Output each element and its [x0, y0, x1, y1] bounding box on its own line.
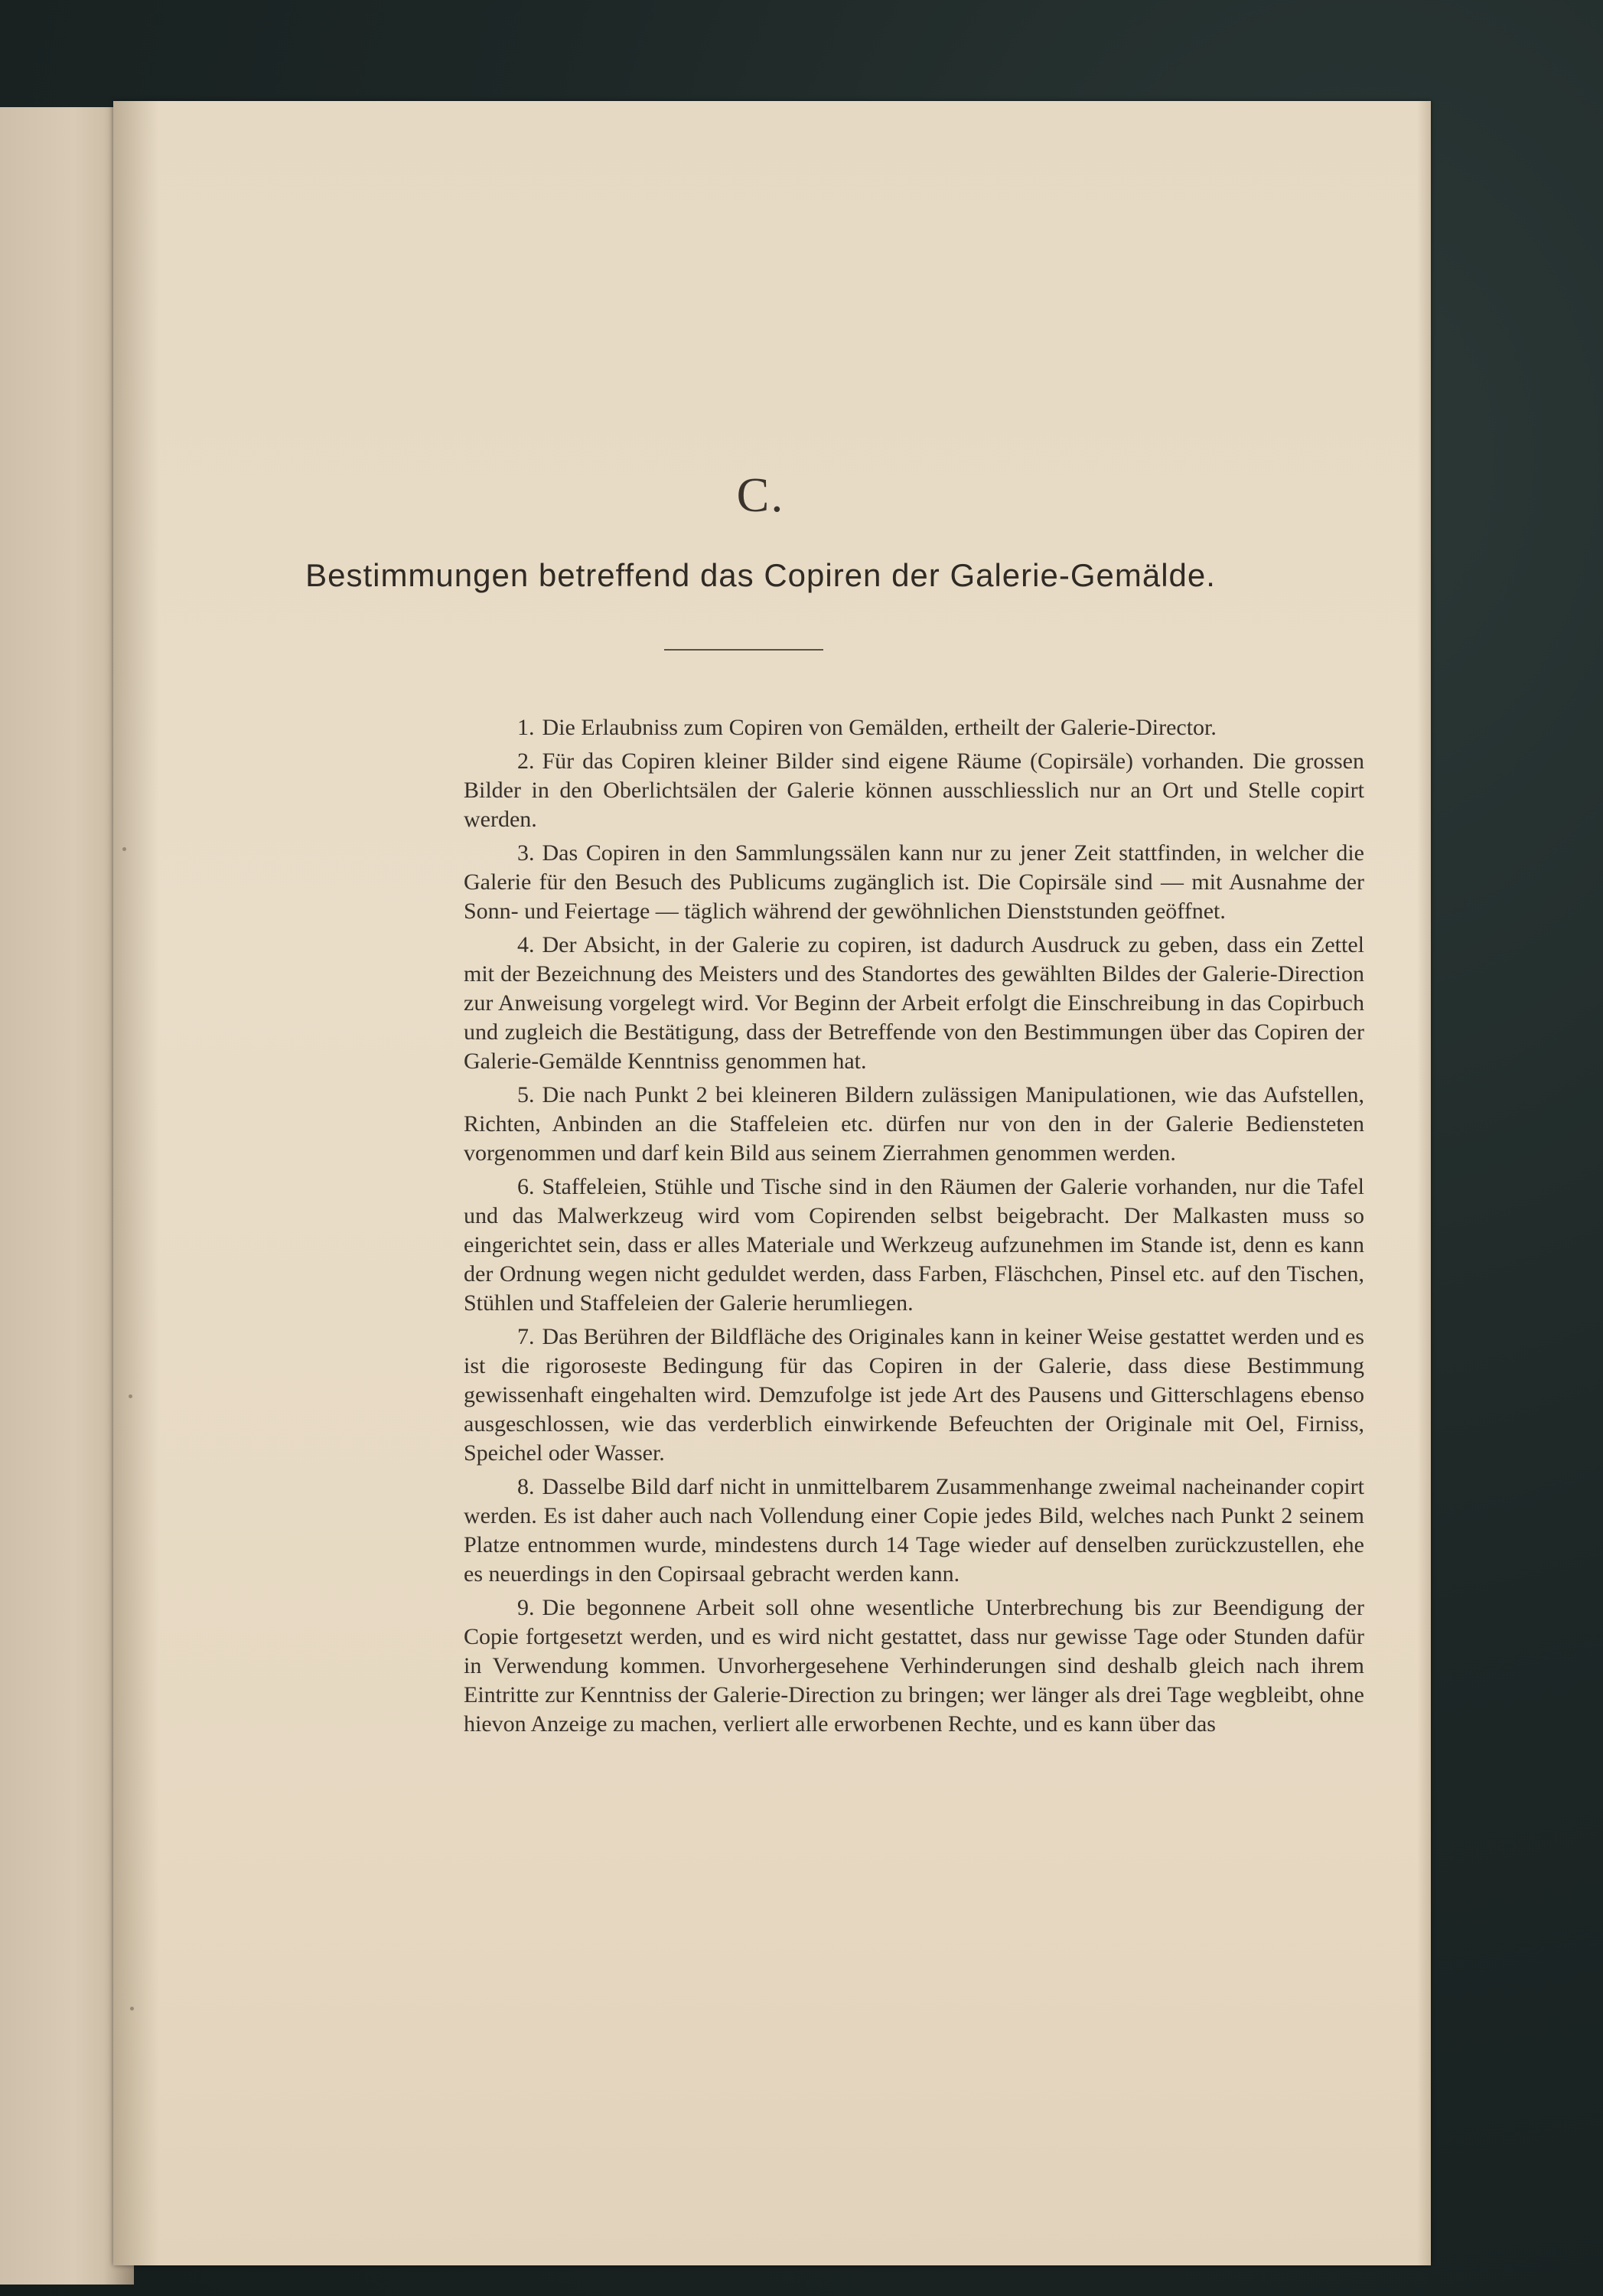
- paragraph-9: [464, 1593, 1364, 1739]
- paragraph-number: 5.: [517, 1082, 535, 1107]
- paragraph-number: 2.: [517, 748, 535, 774]
- title-divider: [664, 649, 823, 651]
- paragraph-text: Dasselbe Bild darf nicht in unmittelbarem Zusammenhange zweimal nacheinander copirt werden. Es ist daher auch nach Vollendung einer Copie jedes Bild, welches nach Punkt 2 seinem Platze entnommen wurde, mindestens durch 14 Tage wieder auf denselben zurückzustellen, ehe es neuerdings in den Copirsaal gebracht werden kann.: [464, 1474, 1364, 1587]
- paragraph-number: 8.: [517, 1474, 535, 1499]
- paper-fleck: [130, 2007, 134, 2011]
- regulations-text: [464, 713, 1364, 1743]
- document-page: [113, 101, 1431, 2265]
- section-letter: C.: [736, 468, 785, 522]
- paragraph-text: Für das Copiren kleiner Bilder sind eigene Räume (Copirsäle) vorhanden. Die grossen Bilder in den Oberlichtsälen der Galerie können ausschliesslich nur an Ort und Stelle copirt werden.: [464, 748, 1364, 832]
- paper-fleck: [129, 1394, 132, 1398]
- page-right-edge: [1417, 101, 1431, 2265]
- paragraph-text: Der Absicht, in der Galerie zu copiren, ist dadurch Ausdruck zu geben, dass ein Zettel mit der Bezeichnung des Meisters und des Standortes des gewählten Bildes der Galerie-Direction zur Anweisung vorgelegt wird. Vor Beginn der Arbeit erfolgt die Einschreibung in das Copirbuch und zugleich die Bestätigung, dass der Betreffende von den Bestimmungen über das Copiren der Galerie-Gemälde Kenntniss genommen hat.: [464, 932, 1364, 1074]
- paragraph-text: Staffeleien, Stühle und Tische sind in den Räumen der Galerie vorhanden, nur die Tafel und das Malwerkzeug wird vom Copirenden selbst beigebracht. Der Malkasten muss so eingerichtet sein, dass er alles Materiale und Werkzeug aufzunehmen im Stande ist, denn es kann der Ordnung wegen nicht geduldet werden, dass Farben, Fläschchen, Pinsel etc. auf den Tischen, Stühlen und Staffeleien der Galerie herumliegen.: [464, 1174, 1364, 1316]
- paragraph-number: 6.: [517, 1174, 535, 1199]
- page-gutter: [113, 101, 159, 2265]
- paragraph-text: Das Copiren in den Sammlungssälen kann nur zu jener Zeit stattfinden, in welcher die Galerie für den Besuch des Publicums zugänglich ist. Die Copirsäle sind — mit Ausnahme der Sonn- und Feiertage — täglich während der gewöhnlichen Dienststunden geöffnet.: [464, 840, 1364, 924]
- paragraph-number: 1.: [517, 715, 535, 740]
- paragraph-6: [464, 1172, 1364, 1318]
- paragraph-8: [464, 1473, 1364, 1589]
- paragraph-text: Das Berühren der Bildfläche des Originales kann in keiner Weise gestattet werden und es ist die rigoroseste Bedingung für das Copiren in der Galerie, dass diese Bestimmung gewissenhaft eingehalten wird. Demzufolge ist jede Art des Pausens und Gitterschlagens ebenso ausgeschlossen, wie das verderblich einwirkende Befeuchten der Originale mit Oel, Firniss, Speichel oder Wasser.: [464, 1324, 1364, 1466]
- paragraph-5: [464, 1081, 1364, 1168]
- section-title: Bestimmungen betreffend das Copiren der Galerie-Gemälde.: [305, 557, 1216, 593]
- paragraph-number: 7.: [517, 1324, 535, 1349]
- paragraph-2: [464, 747, 1364, 834]
- paragraph-number: 9.: [517, 1595, 535, 1620]
- paragraph-text: Die nach Punkt 2 bei kleineren Bildern zulässigen Manipulationen, wie das Aufstellen, Richten, Anbinden an die Staffeleien etc. dürfen nur von den in der Galerie Bediensteten vorgenommen und darf kein Bild aus seinem Zierrahmen genommen werden.: [464, 1082, 1364, 1166]
- paragraph-number: 3.: [517, 840, 535, 866]
- paragraph-text: Die begonnene Arbeit soll ohne wesentliche Unterbrechung bis zur Beendigung der Copie fortgesetzt werden, und es wird nicht gestattet, dass nur gewisse Tage oder Stunden dafür in Verwendung kommen. Unvorhergesehene Verhinderungen sind deshalb gleich nach ihrem Eintritte zur Kenntniss der Galerie-Direction zu bringen; wer länger als drei Tage wegbleibt, ohne hievon Anzeige zu machen, verliert alle erworbenen Rechte, und es kann über das: [464, 1595, 1364, 1737]
- paragraph-3: [464, 839, 1364, 926]
- paragraph-7: [464, 1322, 1364, 1468]
- paragraph-4: [464, 931, 1364, 1076]
- paper-fleck: [122, 847, 126, 851]
- paragraph-1: [464, 713, 1364, 742]
- paragraph-number: 4.: [517, 932, 535, 957]
- paragraph-text: Die Erlaubniss zum Copiren von Gemälden, ertheilt der Galerie-Director.: [542, 715, 1217, 740]
